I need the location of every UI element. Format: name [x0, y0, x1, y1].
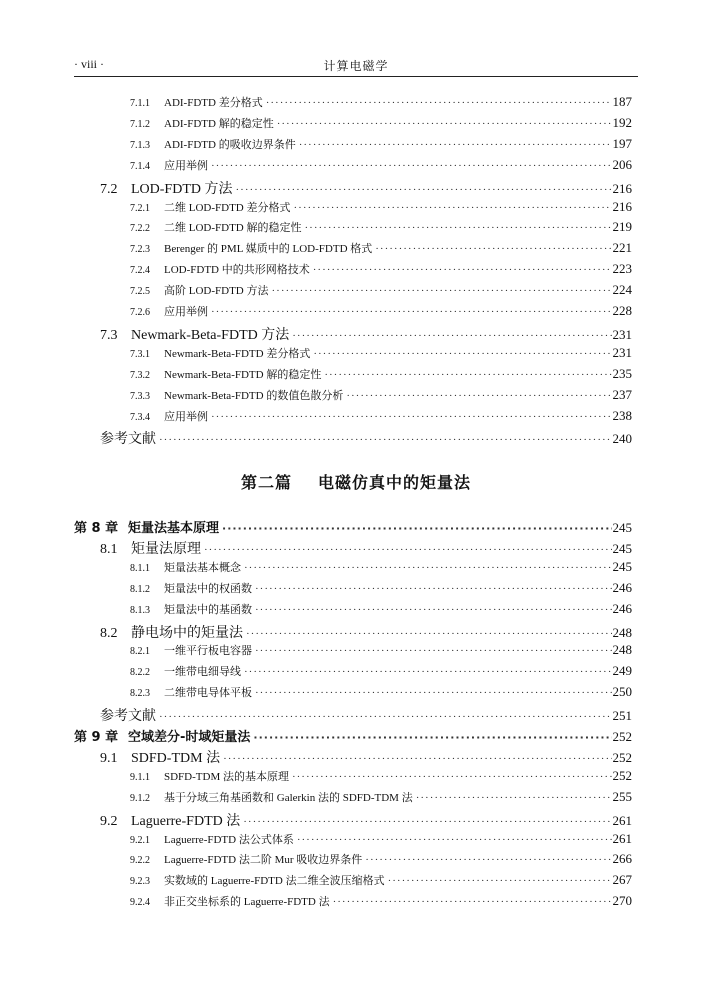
- toc-entry-label: [130, 240, 372, 256]
- toc-entry-sec[interactable]: [74, 747, 632, 767]
- toc-entry-title: Laguerre-FDTD 法二阶 Mur 吸收边界条件: [164, 854, 363, 867]
- toc-entry-title: Newmark-Beta-FDTD 解的稳定性: [164, 368, 322, 381]
- toc-entry-number: 第 9 章: [74, 730, 119, 745]
- toc-entry-label: [130, 642, 252, 658]
- toc-leader-dots: [159, 434, 612, 446]
- toc-entry-label: [130, 831, 294, 847]
- toc-entry-label: [130, 580, 252, 596]
- toc-leader-dots: [255, 645, 612, 657]
- toc-entry-label: [100, 622, 243, 642]
- toc-leader-dots: [236, 184, 612, 196]
- toc-entry-title: 矩量法基本原理: [128, 521, 220, 536]
- toc-entry-number: 7.2.6: [130, 307, 150, 318]
- toc-entry-label: [130, 157, 208, 173]
- toc-entry-sub[interactable]: [74, 303, 632, 319]
- toc-entry-label: [100, 324, 289, 344]
- toc-leader-dots: [244, 666, 612, 678]
- toc-entry-page: 261: [612, 830, 632, 846]
- toc-entry-label: [130, 136, 296, 152]
- toc-entry-sub[interactable]: [74, 94, 632, 110]
- toc-entry-number: 9.1.1: [130, 771, 150, 783]
- toc-entry-ref[interactable]: [74, 705, 632, 725]
- toc-entry-sec[interactable]: [74, 538, 632, 558]
- toc-entry-page: 252: [612, 749, 632, 765]
- toc-entry-page: 197: [612, 135, 632, 151]
- toc-entry-number: 8.2.3: [130, 688, 150, 700]
- toc-leader-dots: [244, 562, 612, 574]
- toc-entry-label: [130, 601, 252, 617]
- toc-leader-dots: [375, 243, 611, 255]
- toc-leader-dots: [253, 731, 611, 744]
- toc-entry-title: Laguerre-FDTD 法: [131, 813, 241, 829]
- toc-leader-dots: [255, 583, 612, 595]
- toc-entry-number: 9.2: [100, 813, 118, 829]
- toc-leader-dots: [299, 139, 612, 151]
- toc-entry-page: 223: [612, 261, 632, 277]
- toc-entry-sub[interactable]: [74, 872, 632, 888]
- toc-entry-label: [130, 345, 310, 361]
- toc-entry-sub[interactable]: [74, 115, 632, 131]
- toc-entry-title: Newmark-Beta-FDTD 差分格式: [164, 347, 311, 360]
- toc-leader-dots: [292, 330, 611, 342]
- toc-entry-page: 246: [612, 579, 632, 595]
- toc-entry-page: 266: [612, 851, 632, 867]
- toc-entry-title: 参考文献: [100, 432, 156, 448]
- toc-entry-sub[interactable]: [74, 157, 632, 173]
- toc-entry-title: 静电场中的矩量法: [131, 625, 243, 641]
- toc-entry-number: 7.1.1: [130, 98, 150, 109]
- toc-entry-label: [130, 408, 208, 424]
- toc-leader-dots: [297, 834, 612, 846]
- toc-entry-label: [130, 94, 263, 110]
- toc-entry-sec[interactable]: [74, 324, 632, 344]
- toc-entry-sub[interactable]: [74, 559, 632, 575]
- toc-entry-number: 7.2.1: [130, 202, 150, 214]
- toc-entry-label: [130, 366, 321, 382]
- toc-entry-sub[interactable]: [74, 136, 632, 152]
- toc-entry-number: 8.1.3: [130, 604, 150, 616]
- toc-entry-title: Newmark-Beta-FDTD 的数值色散分析: [164, 389, 344, 402]
- toc-entry-number: 第 8 章: [74, 521, 119, 536]
- toc-entry-title: ADI-FDTD 差分格式: [164, 97, 263, 109]
- toc-entry-page: 231: [612, 344, 632, 360]
- toc-entry-page: 245: [612, 558, 632, 574]
- toc-entry-sub[interactable]: [74, 580, 632, 596]
- toc-entry-label: [130, 872, 385, 888]
- toc-entry-label: [130, 789, 413, 805]
- toc-entry-label: [130, 851, 362, 867]
- toc-entry-page: 238: [612, 407, 632, 423]
- toc-entry-number: 8.2.2: [130, 667, 150, 679]
- toc-entry-ref[interactable]: [74, 428, 632, 448]
- toc-entry-number: 8.1.2: [130, 583, 150, 595]
- toc-entry-page: 206: [612, 156, 632, 172]
- toc-entry-title: 矩量法基本概念: [164, 561, 241, 574]
- toc-leader-dots: [313, 264, 612, 276]
- toc-entry-page: 228: [612, 303, 632, 318]
- toc-entry-title: 矩量法中的基函数: [164, 603, 252, 616]
- toc-entry-page: 224: [612, 282, 632, 298]
- toc-entry-number: 9.1: [100, 750, 118, 766]
- toc-entry-title: SDFD-TDM 法: [131, 750, 221, 766]
- toc-leader-dots: [277, 118, 612, 130]
- toc-entry-page: 245: [612, 540, 632, 556]
- toc-entry-page: 261: [612, 812, 632, 828]
- toc-entry-title: 空域差分-时域矩量法: [128, 730, 251, 745]
- toc-entry-number: 7.1.4: [130, 160, 150, 172]
- toc-leader-dots: [324, 369, 611, 381]
- toc-entry-sub[interactable]: [74, 601, 632, 617]
- toc-entry-number: 9.2.3: [130, 876, 150, 888]
- part-title: 电磁仿真中的矩量法: [318, 473, 472, 492]
- toc-entry-label: [74, 726, 250, 745]
- toc-entry-title: Newmark-Beta-FDTD 方法: [131, 327, 290, 343]
- toc-entry-title: 矩量法原理: [131, 541, 201, 557]
- toc-entry-sub[interactable]: [74, 199, 632, 215]
- toc-entry-page: 250: [612, 684, 632, 700]
- toc-entry-title: 参考文献: [100, 709, 156, 725]
- toc-entry-sub[interactable]: [74, 282, 632, 298]
- toc-entry-number: 9.2.4: [130, 897, 150, 909]
- toc-entry-sub[interactable]: [74, 831, 632, 847]
- toc-entry-title: LOD-FDTD 中的共形网格技术: [164, 264, 310, 277]
- toc-entry-label: [130, 219, 302, 235]
- toc-entry-title: ADI-FDTD 的吸收边界条件: [164, 138, 296, 151]
- toc-entry-chap[interactable]: [74, 726, 632, 745]
- toc-entry-page: 221: [612, 240, 632, 256]
- toc-entry-label: [130, 282, 269, 298]
- toc-entry-sub[interactable]: [74, 768, 632, 784]
- toc-entry-label: [100, 538, 201, 558]
- toc-entry-page: 251: [612, 708, 632, 724]
- toc-entry-page: 240: [612, 431, 632, 447]
- toc-entry-label: [130, 663, 241, 679]
- toc-leader-dots: [333, 896, 612, 908]
- toc-entry-label: [130, 115, 274, 131]
- toc-entry-title: 二维 LOD-FDTD 解的稳定性: [164, 222, 302, 235]
- toc-entry-sub[interactable]: [74, 408, 632, 424]
- toc-entry-page: 248: [612, 624, 632, 640]
- toc-entry-label: [130, 303, 208, 319]
- toc-entry-title: 实数域的 Laguerre-FDTD 法二维全波压缩格式: [164, 875, 385, 888]
- toc-leader-dots: [388, 875, 612, 887]
- book-title: 计算电磁学: [323, 59, 389, 73]
- toc-entry-title: 应用举例: [164, 159, 208, 172]
- toc-entry-number: 9.2.2: [130, 855, 150, 867]
- toc-entry-label: [100, 705, 156, 725]
- toc-leader-dots: [243, 816, 611, 828]
- toc-entry-sub[interactable]: [74, 240, 632, 256]
- toc-entry-label: [130, 261, 310, 277]
- toc-entry-sec[interactable]: [74, 178, 632, 198]
- toc-entry-sec[interactable]: [74, 622, 632, 642]
- toc-entry-sub[interactable]: [74, 851, 632, 867]
- toc-entry-title: 二维 LOD-FDTD 差分格式: [164, 201, 291, 214]
- toc-entry-number: 7.2.5: [130, 286, 150, 298]
- toc-entry-number: 9.1.2: [130, 792, 150, 804]
- toc-entry-page: 245: [612, 520, 632, 535]
- toc-leader-dots: [211, 306, 612, 318]
- part-prefix: 第二篇: [240, 473, 292, 492]
- toc-leader-dots: [272, 285, 612, 297]
- toc-entry-number: 7.2.4: [130, 265, 150, 277]
- toc-entry-number: 7.3: [100, 327, 118, 343]
- toc-entry-label: [130, 893, 330, 909]
- toc-entry-title: 矩量法中的权函数: [164, 582, 252, 595]
- part-heading: [74, 470, 638, 493]
- toc-entry-label: [130, 387, 343, 403]
- toc-entry-sub[interactable]: [74, 387, 632, 403]
- toc-entry-label: [130, 768, 289, 784]
- toc-entry-sub[interactable]: [74, 642, 632, 658]
- toc-leader-dots: [222, 522, 611, 535]
- toc-leader-dots: [211, 160, 612, 172]
- toc-entry-title: 一维平行板电容器: [164, 645, 252, 658]
- toc-entry-page: 248: [612, 642, 632, 658]
- toc-entry-title: Laguerre-FDTD 法公式体系: [164, 833, 294, 846]
- toc-entry-number: 7.1.3: [130, 139, 150, 151]
- toc-entry-number: 8.2: [100, 625, 118, 641]
- toc-entry-number: 7.2.2: [130, 223, 150, 235]
- toc-entry-title: SDFD-TDM 法的基本原理: [164, 770, 289, 783]
- toc-entry-label: [74, 517, 219, 536]
- toc-leader-dots: [292, 771, 612, 783]
- toc-entry-number: 7.3.3: [130, 390, 150, 402]
- toc-entry-title: 应用举例: [164, 306, 208, 318]
- toc-entry-title: 一维带电细导线: [164, 666, 241, 679]
- toc-entry-page: 216: [612, 180, 632, 196]
- toc-entry-page: 252: [612, 729, 632, 744]
- toc-entry-number: 8.1.1: [130, 562, 150, 574]
- toc-entry-sub[interactable]: [74, 684, 632, 700]
- toc-entry-page: 235: [612, 365, 632, 381]
- toc-entry-number: 7.2.3: [130, 244, 150, 256]
- toc-entry-page: 246: [612, 600, 632, 616]
- toc-entry-number: 7.2: [100, 181, 118, 197]
- toc-entry-sec[interactable]: [74, 810, 632, 830]
- toc-leader-dots: [246, 628, 612, 640]
- toc-entry-number: 8.1: [100, 541, 118, 557]
- toc-leader-dots: [416, 792, 612, 804]
- toc-entry-label: [130, 199, 291, 215]
- toc-leader-dots: [365, 854, 611, 866]
- toc-leader-dots: [294, 202, 612, 214]
- running-header: [74, 57, 638, 75]
- toc-entry-title: 二维带电导体平板: [164, 687, 252, 700]
- toc-entry-title: 非正交坐标系的 Laguerre-FDTD 法: [164, 896, 330, 909]
- toc-entry-page: 219: [612, 219, 632, 235]
- toc-entry-page: 216: [612, 198, 632, 214]
- toc-entry-sub[interactable]: [74, 789, 632, 805]
- toc-entry-title: Berenger 的 PML 媒质中的 LOD-FDTD 格式: [164, 243, 373, 256]
- header-rule: [74, 76, 638, 77]
- toc-entry-page: 192: [612, 114, 632, 130]
- toc-entry-number: 7.1.2: [130, 118, 150, 130]
- toc-entry-sub[interactable]: [74, 261, 632, 277]
- toc-entry-title: 应用举例: [164, 410, 208, 423]
- toc-entry-label: [130, 684, 252, 700]
- toc-entry-page: 249: [612, 663, 632, 679]
- toc-entry-title: LOD-FDTD 方法: [131, 181, 233, 197]
- toc-entry-sub[interactable]: [74, 893, 632, 909]
- toc-entry-label: [100, 810, 240, 830]
- toc-entry-sub[interactable]: [74, 663, 632, 679]
- toc-leader-dots: [346, 390, 611, 402]
- toc-leader-dots: [223, 753, 611, 765]
- toc-entry-number: 9.2.1: [130, 834, 150, 846]
- toc-leader-dots: [255, 604, 612, 616]
- toc-entry-sub[interactable]: [74, 345, 632, 361]
- toc-leader-dots: [211, 411, 612, 423]
- toc-entry-page: 267: [612, 872, 632, 888]
- toc-entry-number: 7.3.2: [130, 369, 150, 381]
- toc-entry-page: 255: [612, 788, 632, 804]
- toc-entry-title: ADI-FDTD 解的稳定性: [164, 117, 274, 130]
- toc-leader-dots: [266, 97, 612, 109]
- toc-leader-dots: [305, 222, 612, 234]
- toc-entry-title: 基于分域三角基函数和 Galerkin 法的 SDFD-TDM 法: [164, 791, 413, 804]
- toc-entry-page: 187: [612, 94, 632, 109]
- toc-entry-number: 8.2.1: [130, 646, 150, 658]
- page-number: · viii ·: [74, 57, 104, 71]
- toc-entry-label: [100, 747, 220, 767]
- toc-entry-sub[interactable]: [74, 366, 632, 382]
- toc-entry-label: [100, 428, 156, 448]
- toc-entry-title: 高阶 LOD-FDTD 方法: [164, 285, 269, 298]
- toc-entry-chap[interactable]: [74, 517, 632, 536]
- toc-entry-page: 231: [612, 326, 632, 342]
- toc-entry-page: 237: [612, 386, 632, 402]
- toc-leader-dots: [204, 544, 612, 556]
- toc-leader-dots: [255, 687, 612, 699]
- toc-entry-label: [100, 178, 233, 198]
- toc-entry-page: 270: [612, 893, 632, 909]
- toc-leader-dots: [159, 711, 612, 723]
- toc-entry-sub[interactable]: [74, 219, 632, 235]
- toc-entry-label: [130, 559, 241, 575]
- toc-entry-number: 7.3.4: [130, 411, 150, 423]
- toc-leader-dots: [313, 348, 611, 360]
- toc-entry-page: 252: [612, 767, 632, 783]
- toc-entry-number: 7.3.1: [130, 348, 150, 360]
